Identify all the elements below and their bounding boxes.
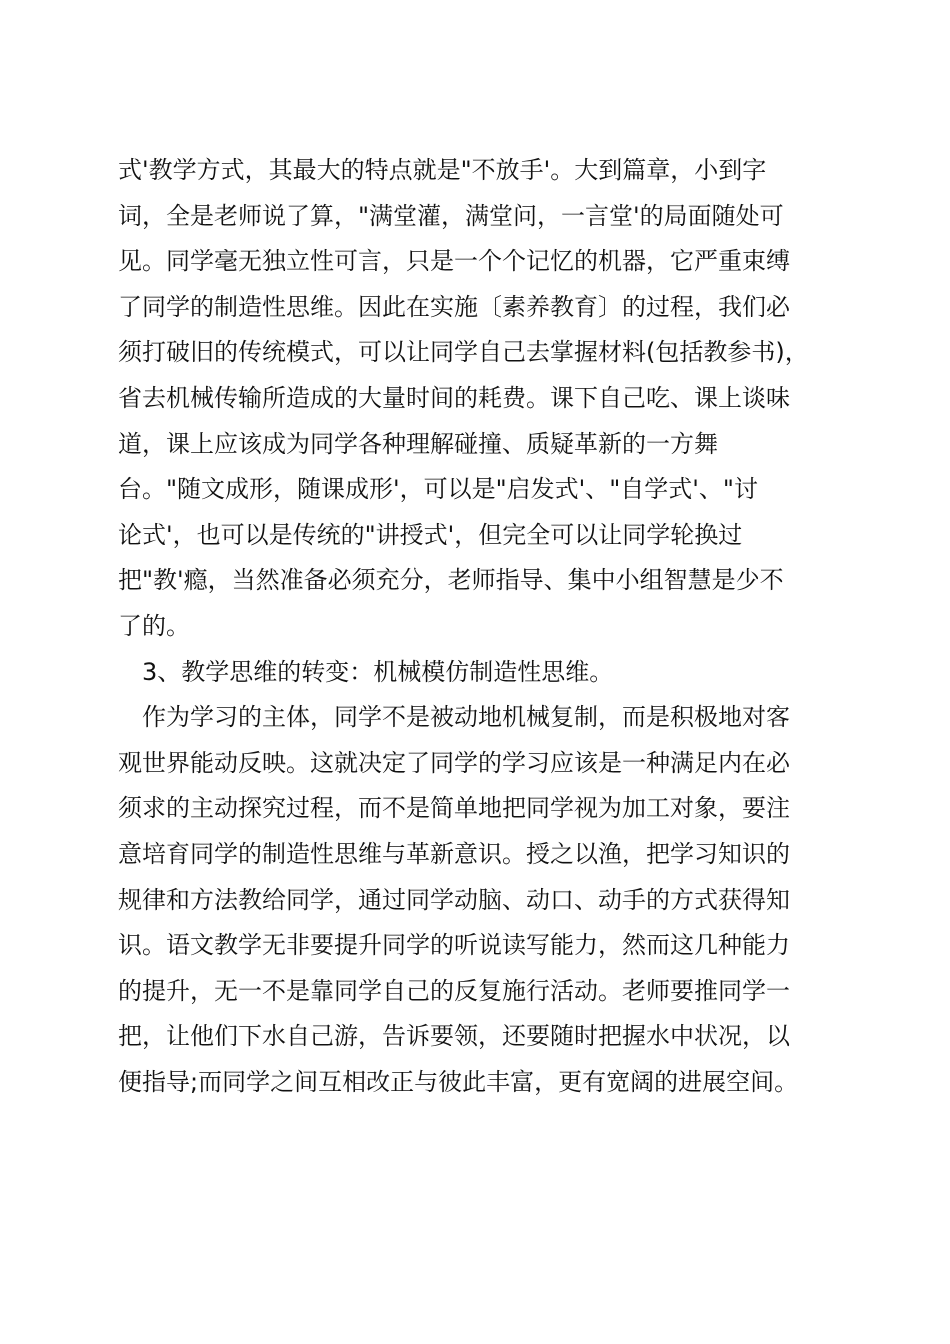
text-line: 的提升，无一不是靠同学自己的反复施行活动。老师要推同学一 [118, 976, 790, 1005]
text-line: 了同学的制造性思维。因此在实施〔素养教育〕的过程，我们必 [118, 292, 790, 321]
text-line: 作为学习的主体，同学不是被动地机械复制，而是积极地对客 [142, 703, 790, 732]
text-line: 把"教'瘾，当然准备必须充分，老师指导、集中小组智慧是少不 [118, 566, 784, 595]
section-heading: 3、教学思维的转变：机械模仿制造性思维。 [142, 657, 614, 686]
text-line: 见。同学毫无独立性可言，只是一个个记忆的机器，它严重束缚 [118, 247, 790, 276]
text-line: 便指导;而同学之间互相改正与彼此丰富，更有宽阔的进展空间。 [118, 1067, 799, 1096]
text-line: 识。语文教学无非要提升同学的听说读写能力，然而这几种能力 [118, 931, 790, 960]
text-line: 把，让他们下水自己游，告诉要领，还要随时把握水中状况，以 [118, 1022, 790, 1051]
text-line: 道，课上应该成为同学各种理解碰撞、质疑革新的一方舞 [118, 429, 718, 458]
text-line: 台。"随文成形，随课成形'，可以是"启发式'、"自学式'、"讨 [118, 475, 758, 504]
text-line: 式'教学方式，其最大的特点就是"不放手'。大到篇章，小到字 [118, 156, 767, 184]
text-line: 论式'，也可以是传统的"讲授式'，但完全可以让同学轮换过 [118, 520, 743, 549]
text-line: 须打破旧的传统模式，可以让同学自己去掌握材料(包括教参书)， [118, 338, 809, 367]
text-line: 意培育同学的制造性思维与革新意识。授之以渔，把学习知识的 [118, 839, 790, 868]
text-line: 观世界能动反映。这就决定了同学的学习应该是一种满足内在必 [118, 748, 790, 777]
text-line: 规律和方法教给同学，通过同学动脑、动口、动手的方式获得知 [118, 885, 790, 914]
text-line: 词，全是老师说了算，"满堂灌，满堂问，一言堂'的局面随处可 [118, 201, 784, 230]
text-line: 省去机械传输所造成的大量时间的耗费。课下自己吃、课上谈味 [118, 383, 790, 412]
document-body [118, 148, 858, 1105]
text-line: 须求的主动探究过程，而不是简单地把同学视为加工对象，要注 [118, 794, 790, 823]
text-line: 了的。 [118, 611, 190, 640]
